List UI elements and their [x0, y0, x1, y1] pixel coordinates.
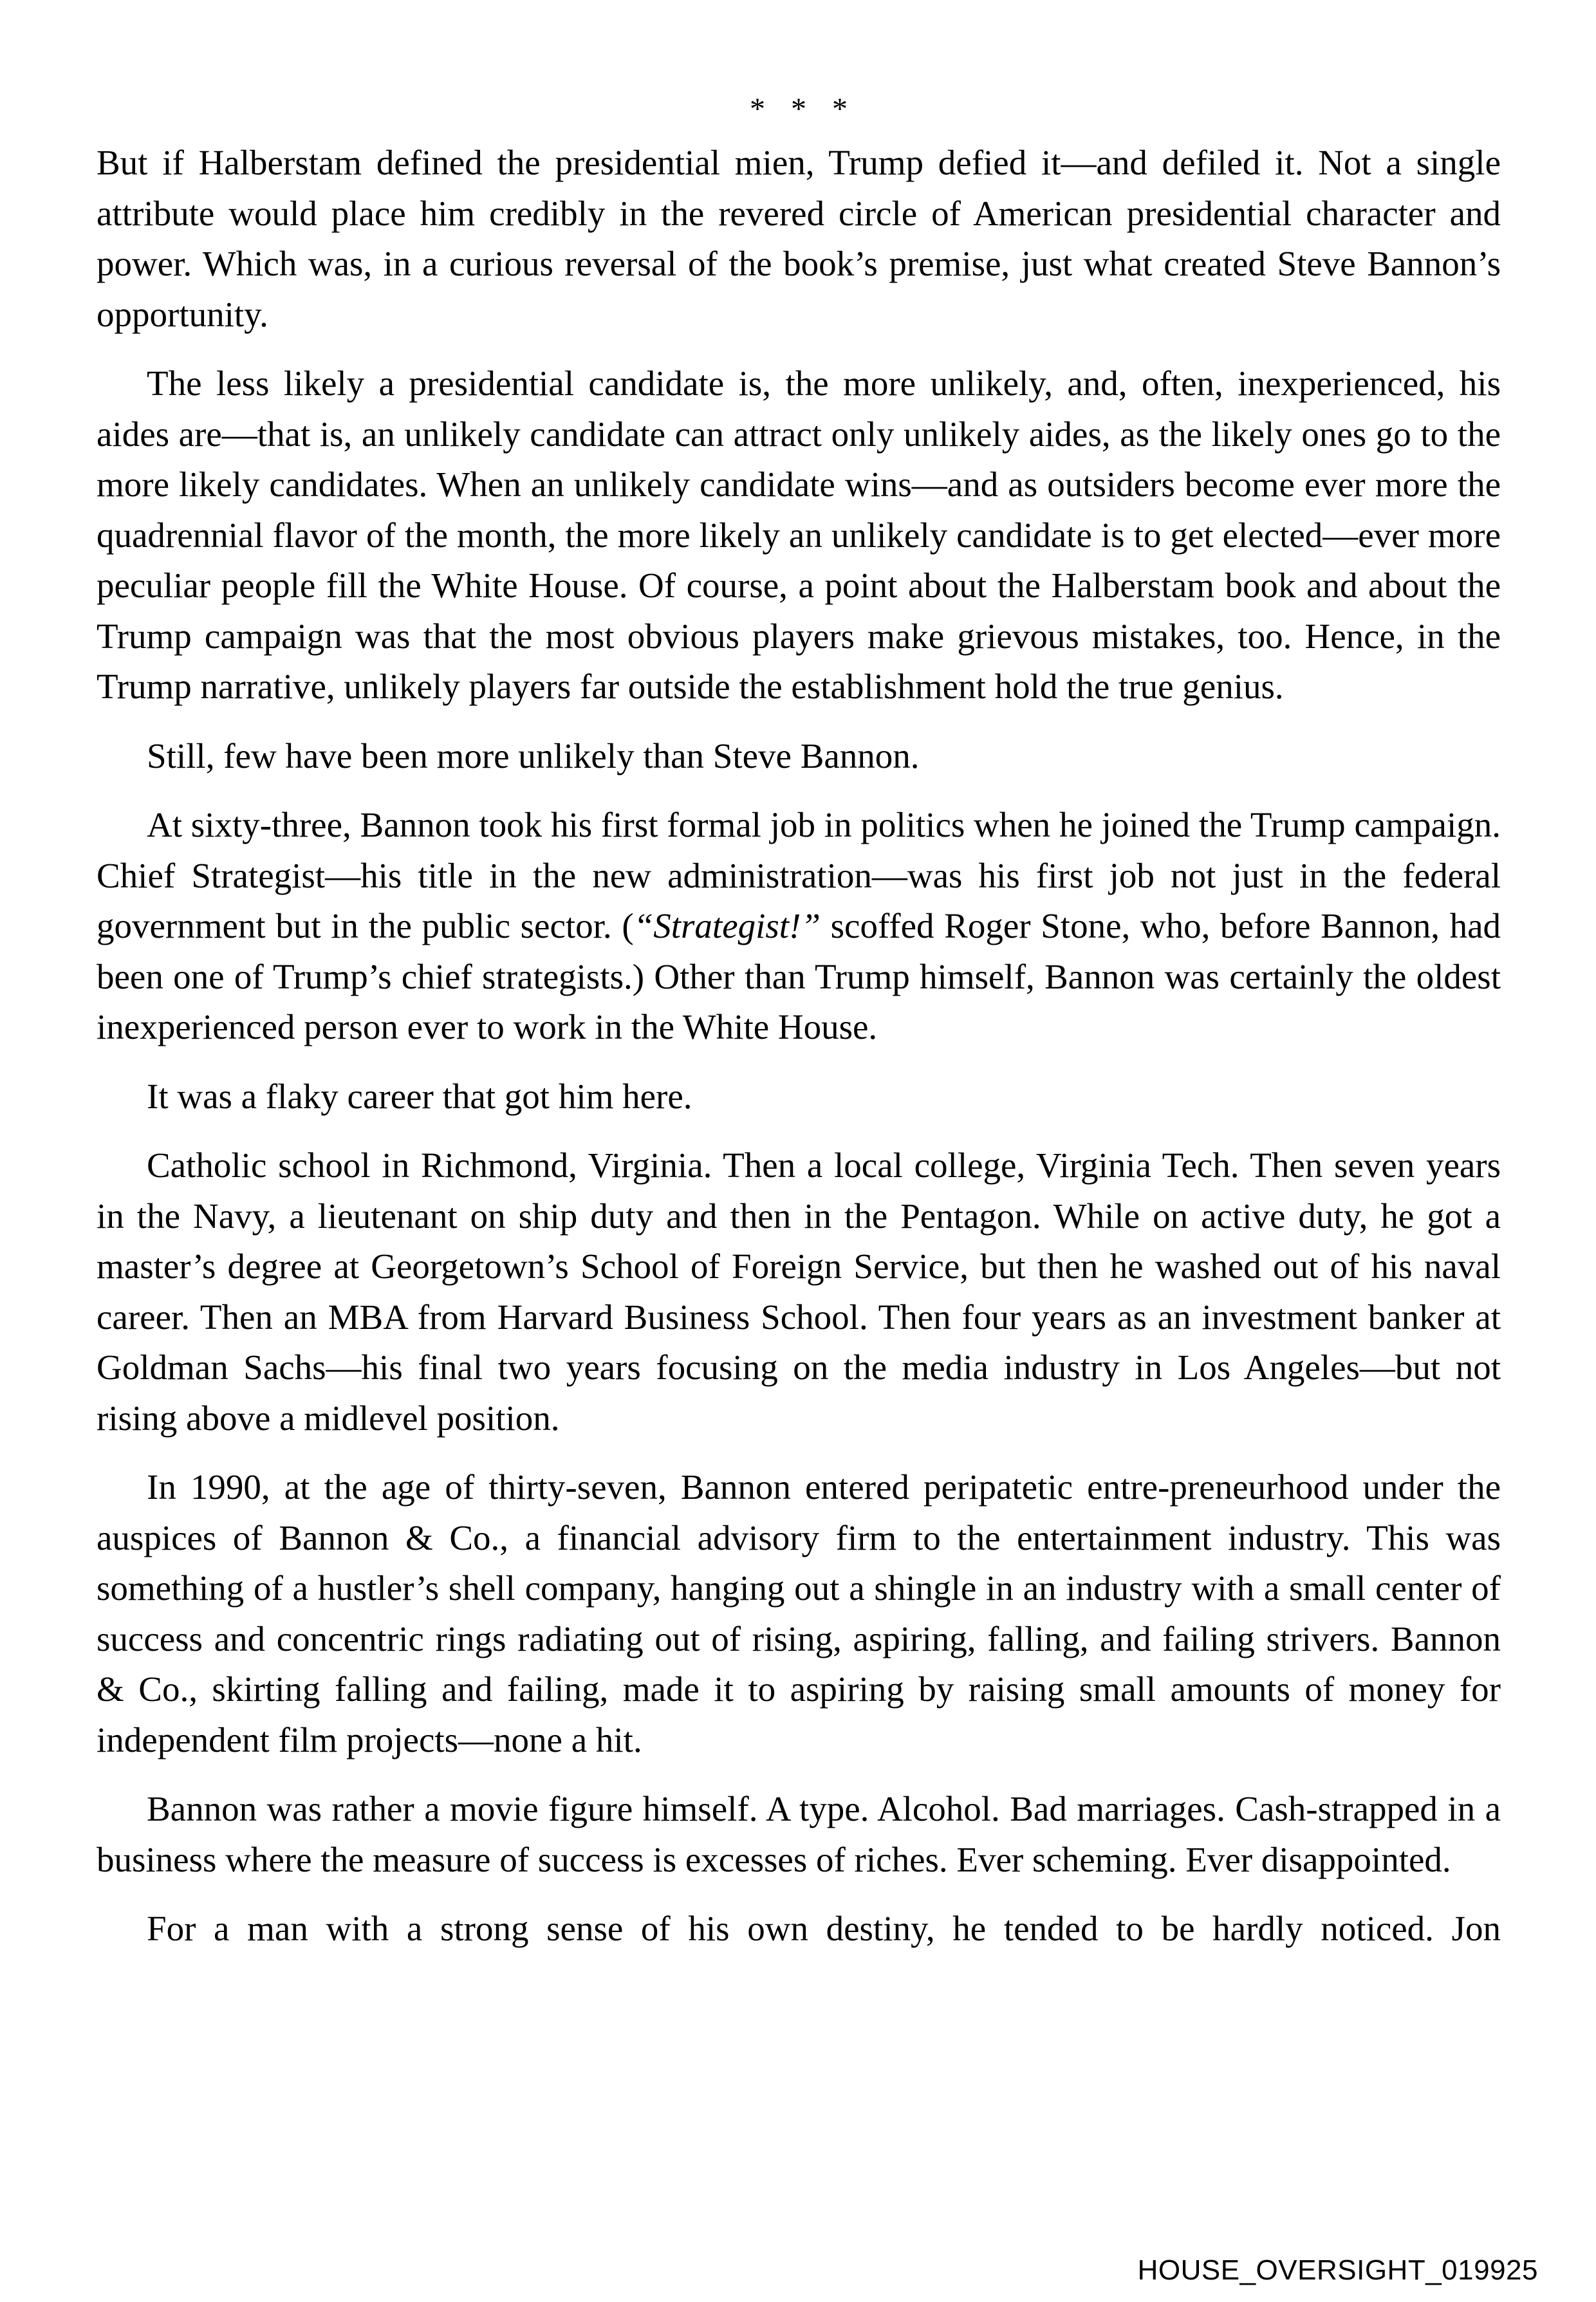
paragraph-unlikely-candidates: The less likely a presidential candidate is, the more unlikely, and, often, inexperienced, his aides are—that is, an unlikely candidate can attract only unlikely aides, as the likely ones go to the more likely candidates. When an unlikely candidate wins—and as outsiders become ever more the quadrennial flavor of the month, the more likely an unlikely candidate is to get elected—ever more peculiar people fill the White House. Of course, a point about the Halberstam book and about the Trump campaign was that the most obvious players make grievous mistakes, too. Hence, in the Trump narrative, unlikely players far outside the establishment hold the true genius.	[97, 364, 1501, 706]
paragraph-text-segment: At sixty-three, Bannon took his first formal job in politics when he joined the Trump campaign. Chief Strategist—his title in the new administration—was his first job not just in the federal government but in the public sector. (	[97, 805, 1501, 945]
paragraph-halberstam-mien: But if Halberstam defined the presidential mien, Trump defied it—and defiled it. Not a single attribute would place him credibly in the revered circle of American presidential character and power. Which was, in a curious reversal of the book’s premise, just what created Steve Bannon’s opportunity.	[97, 143, 1501, 334]
paragraph-bannon-and-co: In 1990, at the age of thirty-seven, Bannon entered peripatetic entre-preneurhood under the auspices of Bannon & Co., a financial advisory firm to the entertainment industry. This was something of a hustler’s shell company, hanging out a shingle in an industry with a small center of success and concentric rings radiating out of rising, aspiring, falling, and failing strivers. Bannon & Co., skirting falling and failing, made it to aspiring by raising small amounts of money for independent film projects—none a hit.	[97, 1467, 1501, 1759]
paragraph-movie-figure: Bannon was rather a movie figure himself. A type. Alcohol. Bad marriages. Cash-strapped in a business where the measure of success is excesses of riches. Ever scheming. Ever disappointed.	[97, 1789, 1501, 1879]
paragraph-career-history: Catholic school in Richmond, Virginia. Then a local college, Virginia Tech. Then seven years in the Navy, a lieutenant on ship duty and then in the Pentagon. While on active duty, he got a master’s degree at Georgetown’s School of Foreign Service, but then he washed out of his naval career. Then an MBA from Harvard Business School. Then four years as an investment banker at Goldman Sachs—his final two years focusing on the media industry in Los Angeles—but not rising above a midlevel position.	[97, 1146, 1501, 1438]
paragraph-first-formal-job	[97, 800, 1501, 1053]
document-page	[97, 90, 1501, 1973]
paragraph-sense-of-destiny: For a man with a strong sense of his own destiny, he tended to be hardly noticed. Jon	[147, 1909, 1501, 1948]
section-separator: * * *	[750, 92, 857, 126]
paragraph-flaky-career: It was a flaky career that got him here.	[147, 1076, 692, 1116]
bates-number-footer: HOUSE_OVERSIGHT_019925	[1137, 2254, 1538, 2286]
paragraph-text-segment: scoffed Roger Stone, who, before Bannon, had been one of Trump’s chief strategists.) Other than Trump himself, Bannon was certainly the oldest inexperienced person ever to work in the White House.	[97, 906, 1501, 1046]
italic-quote-strategist: “Strategist!”	[633, 906, 821, 945]
paragraph-few-more-unlikely: Still, few have been more unlikely than Steve Bannon.	[147, 736, 920, 775]
